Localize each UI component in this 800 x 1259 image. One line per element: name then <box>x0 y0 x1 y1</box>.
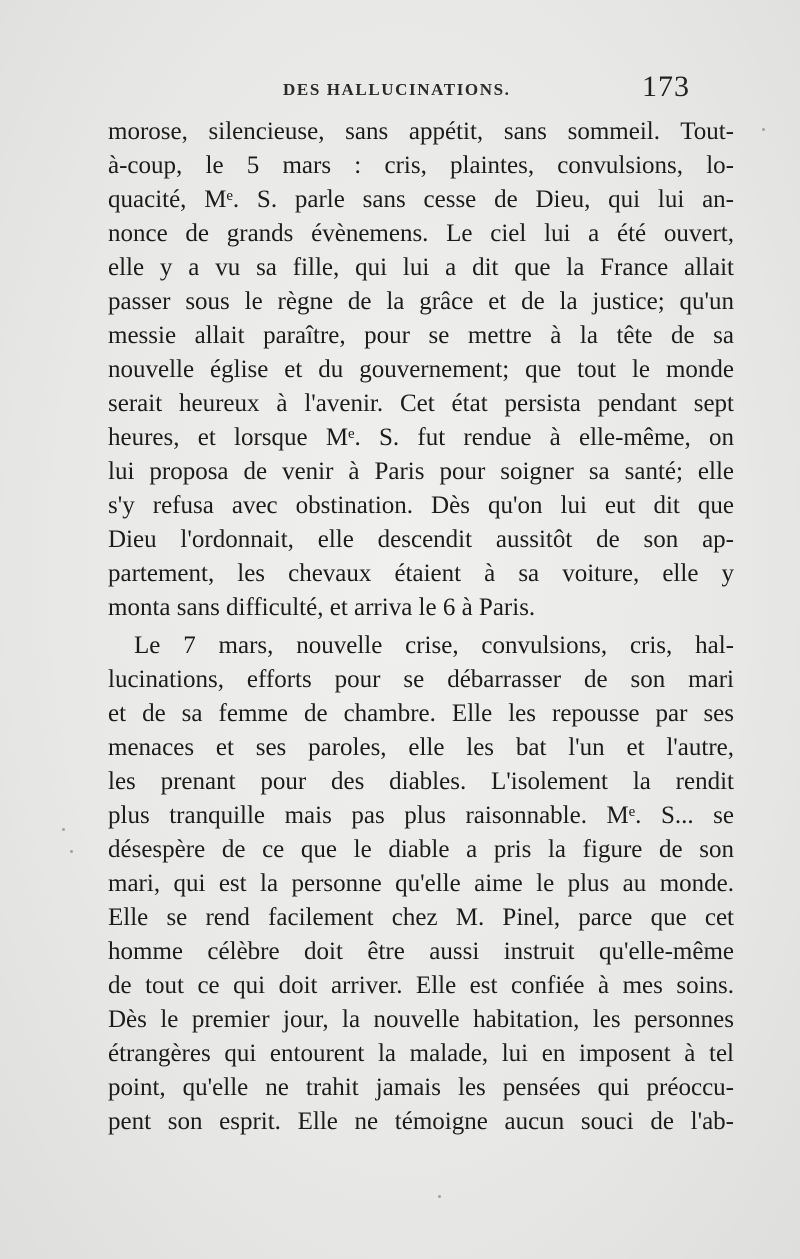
text-line: plus tranquille mais pas plus raisonnable. Mᵉ. S... se <box>108 802 734 829</box>
text-line: Dès le premier jour, la nouvelle habitation, les personnes <box>108 1006 734 1033</box>
text-line: serait heureux à l'avenir. Cet état persista pendant sept <box>108 390 734 417</box>
paper-speck <box>438 1195 441 1198</box>
text-line: les prenant pour des diables. L'isolement la rendit <box>108 768 734 795</box>
paper-speck <box>70 850 73 853</box>
text-line: passer sous le règne de la grâce et de la justice; qu'un <box>108 288 734 315</box>
text-line: désespère de ce que le diable a pris la figure de son <box>108 836 734 863</box>
text-line: nonce de grands évènemens. Le ciel lui a été ouvert, <box>108 220 734 247</box>
text-line-paragraph-start: Le 7 mars, nouvelle crise, convulsions, cris, hal- <box>134 632 734 659</box>
text-line: mari, qui est la personne qu'elle aime le plus au monde. <box>108 870 734 897</box>
text-line: Dieu l'ordonnait, elle descendit aussitôt de son ap- <box>108 526 734 553</box>
text-line: s'y refusa avec obstination. Dès qu'on lui eut dit que <box>108 492 734 519</box>
text-line: morose, silencieuse, sans appétit, sans sommeil. Tout- <box>108 118 734 145</box>
text-line: monta sans difficulté, et arriva le 6 à Paris. <box>108 594 536 621</box>
text-line: à-coup, le 5 mars : cris, plaintes, convulsions, lo- <box>108 152 734 179</box>
page-number: 173 <box>642 70 690 103</box>
text-line: homme célèbre doit être aussi instruit qu'elle-même <box>108 938 734 965</box>
text-line: lucinations, efforts pour se débarrasser de son mari <box>108 666 734 693</box>
text-line: heures, et lorsque Mᵉ. S. fut rendue à elle-même, on <box>108 424 734 451</box>
text-line: menaces et ses paroles, elle les bat l'un et l'autre, <box>108 734 734 761</box>
text-line: nouvelle église et du gouvernement; que tout le monde <box>108 356 734 383</box>
paper-speck <box>762 128 765 131</box>
running-title: DES HALLUCINATIONS. <box>283 80 511 99</box>
text-line: point, qu'elle ne trahit jamais les pensées qui préoccu- <box>108 1074 734 1101</box>
text-line: partement, les chevaux étaient à sa voiture, elle y <box>108 560 734 587</box>
text-line: de tout ce qui doit arriver. Elle est confiée à mes soins. <box>108 972 734 999</box>
text-line: étrangères qui entourent la malade, lui en imposent à tel <box>108 1040 734 1067</box>
text-line: pent son esprit. Elle ne témoigne aucun souci de l'ab- <box>108 1108 734 1135</box>
text-line: elle y a vu sa fille, qui lui a dit que la France allait <box>108 254 734 281</box>
paper-speck <box>62 828 65 831</box>
text-line: et de sa femme de chambre. Elle les repousse par ses <box>108 700 734 727</box>
text-line: messie allait paraître, pour se mettre à la tête de sa <box>108 322 734 349</box>
text-line: lui proposa de venir à Paris pour soigner sa santé; elle <box>108 458 734 485</box>
text-line: quacité, Mᵉ. S. parle sans cesse de Dieu, qui lui an- <box>108 186 734 213</box>
text-line: Elle se rend facilement chez M. Pinel, parce que cet <box>108 904 734 931</box>
